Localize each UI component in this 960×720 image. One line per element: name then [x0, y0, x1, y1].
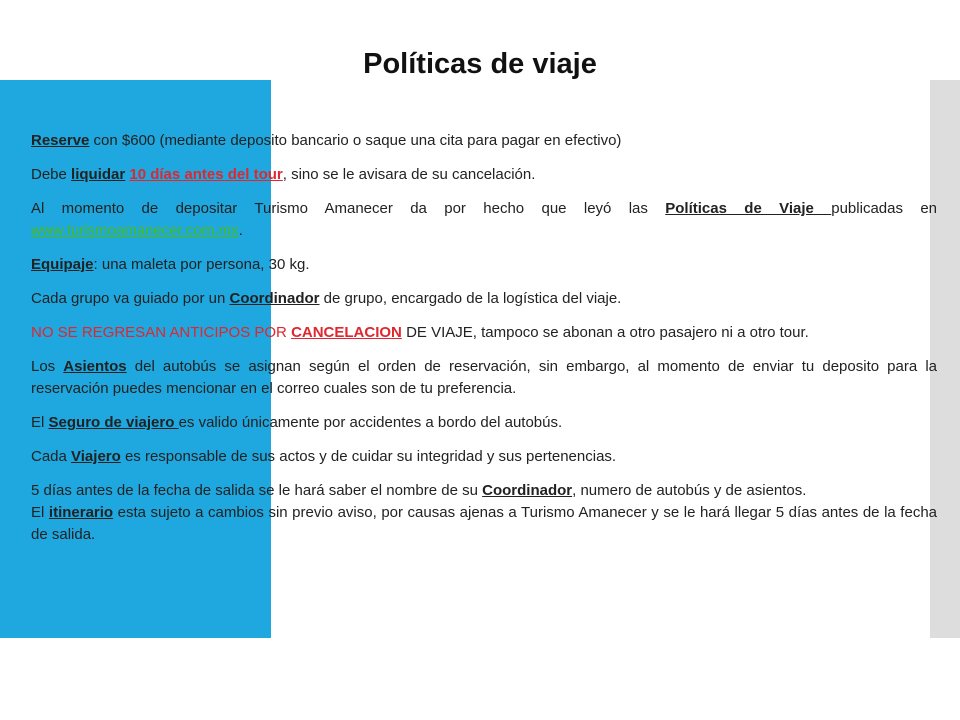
policy-text: con $600 (mediante deposito bancario o saque una cita para pagar en efectivo)	[89, 132, 622, 149]
policy-text: es valido únicamente por accidentes a bordo del autobús.	[178, 414, 563, 431]
policy-text: , sino se le avisara de su cancelación.	[282, 166, 536, 183]
policy-text: , numero de autobús y de asientos.	[572, 482, 807, 499]
page-title: Políticas de viaje	[363, 48, 597, 80]
policy-traveler	[31, 446, 937, 468]
policy-text: Cada grupo va guiado por un	[31, 290, 230, 307]
keyword-liquidar: liquidar	[71, 166, 126, 183]
policy-text: Al momento de depositar Turismo Amanecer da por hecho que leyó las	[31, 200, 666, 217]
policy-payment	[31, 164, 937, 186]
policy-text: es responsable de sus actos y de cuidar su integridad y sus pertenencias.	[120, 448, 617, 465]
policy-terms	[31, 198, 937, 242]
policy-text: Debe	[31, 166, 72, 183]
policy-text: esta sujeto a cambios sin previo aviso, por causas ajenas a Turismo Amanecer y se le hará llegar 5 días antes de la fecha de salida.	[31, 504, 938, 543]
deadline-highlight: 10 días antes del tour	[129, 166, 283, 183]
keyword-coordinador: Coordinador	[229, 290, 320, 307]
policy-text: .	[238, 222, 243, 239]
policy-text: de grupo, encargado de la logística del viaje.	[319, 290, 622, 307]
policy-text: Los	[31, 358, 64, 375]
policy-notice	[31, 480, 937, 502]
policy-text: El	[31, 414, 49, 431]
policy-insurance	[31, 412, 937, 434]
policy-list	[31, 130, 937, 546]
policy-text: DE VIAJE, tampoco se abonan a otro pasajero ni a otro tour.	[401, 324, 809, 341]
keyword-politicas: Políticas de Viaje	[665, 200, 832, 217]
policy-text: Cada	[31, 448, 72, 465]
keyword-seguro: Seguro de viajero	[48, 414, 179, 431]
cancellation-warning: NO SE REGRESAN ANTICIPOS POR	[31, 324, 292, 341]
policy-coordinator	[31, 288, 937, 310]
keyword-itinerario: itinerario	[48, 504, 114, 521]
policy-text: del autobús se asignan según el orden de reservación, sin embargo, al momento de enviar tu deposito para la reservación puedes mencionar en el correo cuales son de tu preferencia.	[31, 358, 937, 397]
policy-text: : una maleta por persona, 30 kg.	[93, 256, 310, 273]
policy-text: publicadas en	[831, 200, 937, 217]
policy-itinerary	[31, 502, 937, 546]
policy-luggage	[31, 254, 937, 276]
policy-seats	[31, 356, 937, 400]
policy-text: El	[31, 504, 49, 521]
keyword-reserve: Reserve	[31, 132, 90, 149]
keyword-asientos: Asientos	[63, 358, 127, 375]
policy-cancellation	[31, 322, 937, 344]
website-link[interactable]: www.turismoamanecer.com.mx	[31, 222, 239, 239]
policy-text: 5 días antes de la fecha de salida se le hará saber el nombre de su	[31, 482, 483, 499]
policy-reserve	[31, 130, 937, 152]
keyword-equipaje: Equipaje	[31, 256, 94, 273]
keyword-cancelacion: CANCELACION	[291, 324, 402, 341]
keyword-viajero: Viajero	[71, 448, 121, 465]
keyword-coordinador-2: Coordinador	[482, 482, 573, 499]
